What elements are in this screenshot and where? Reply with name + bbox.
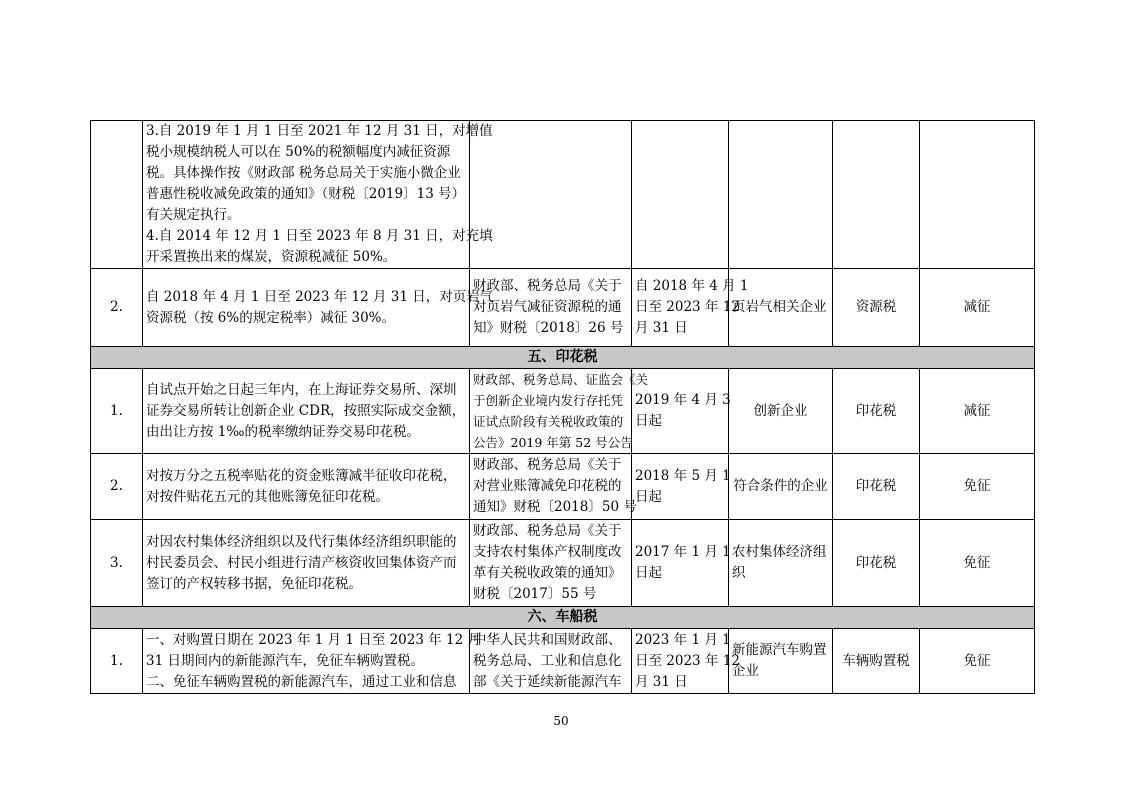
period-cell [632,269,749,347]
period-line: 日起 [635,565,662,581]
policy-content-cell [143,520,470,607]
method-cell: 减征 [920,269,1035,347]
period-cell [632,121,729,269]
basis-cell [470,454,637,520]
basis-line: 对营业账簿减免印花税的 [473,478,622,494]
content-line: 村民委员会、村民小组进行清产核资收回集体资产而 [146,554,457,571]
table-row [91,369,1035,454]
basis-line: 部《关于延续新能源汽车 [473,673,622,690]
section-header-row [91,607,1035,629]
method-cell: 免征 [920,454,1035,520]
basis-line: 通知》财税〔2018〕50 号 [473,499,637,515]
table-row [91,520,1035,607]
basis-line: 税务总局、工业和信息化 [473,652,622,669]
content-line: 一、对购置日期在 2023 年 1 月 1 日至 2023 年 12 月 [146,631,481,648]
content-line: 自 2018 年 4 月 1 日至 2023 年 12 月 31 日，对页岩气 [146,288,494,305]
target-line: 企业 [732,663,759,679]
basis-line: 革有关税收政策的通知》 [473,565,622,581]
target-line: 农村集体经济组 [732,544,827,560]
method-cell: 减征 [920,369,1035,454]
period-line: 自 2018 年 4 月 1 [635,278,749,294]
policy-content-cell [143,454,470,520]
tax-policy-table [90,120,1035,694]
policy-content-cell [143,269,494,347]
tax-type-cell: 印花税 [833,454,920,520]
period-line: 日起 [635,488,662,505]
target-line: 新能源汽车购置 [732,642,827,658]
tax-type-cell: 印花税 [833,369,920,454]
content-line: 对按万分之五税率贴花的资金账簿减半征收印花税， [146,467,457,484]
basis-line: 于创新企业境内发行存托凭 [473,393,624,408]
target-cell [729,629,833,694]
basis-line: 支持农村集体产权制度改 [473,544,622,560]
period-line: 日至 2023 年 12 [635,299,740,315]
policy-content-cell [143,121,493,269]
content-line: 资源税（按 6%的规定税率）减征 30%。 [146,309,396,326]
section-title: 五、印花税 [91,347,1035,369]
content-line: 自试点开始之日起三年内，在上海证券交易所、深圳 [146,381,457,398]
tax-type-cell [833,121,920,269]
period-line: 2018 年 5 月 1 [635,467,731,484]
content-line: 签订的产权转移书据，免征印花税。 [146,575,362,592]
content-line: 税小规模纳税人可以在 50%的税额幅度内减征资源 [146,144,451,160]
target-cell: 创新企业 [729,369,833,454]
content-line: 对按件贴花五元的其他账簿免征印花税。 [146,488,389,505]
content-line: 开采置换出来的煤炭，资源税减征 50%。 [146,249,397,265]
period-line: 2019 年 4 月 3 [635,392,731,408]
tax-type-cell: 印花税 [833,520,920,607]
content-line: 对因农村集体经济组织以及代行集体经济组织职能的 [146,533,457,550]
content-line: 由出让方按 1‰的税率缴纳证券交易印花税。 [146,423,420,440]
content-line: 4.自 2014 年 12 月 1 日至 2023 年 8 月 31 日，对充填 [146,228,493,244]
target-cell [729,121,833,269]
content-line: 二、免征车辆购置税的新能源汽车，通过工业和信息 [146,673,457,690]
basis-line: 财政部、税务总局、证监会《关 [473,372,649,387]
period-line: 2017 年 1 月 1 [635,544,731,560]
period-cell [632,520,729,607]
section-header-row [91,347,1035,369]
basis-cell [470,520,632,607]
content-line: 31 日期间内的新能源汽车，免征车辆购置税。 [146,652,424,669]
section-title: 六、车船税 [91,607,1035,629]
target-line: 织 [732,565,746,581]
target-cell: 页岩气相关企业 [729,269,833,347]
period-line: 月 31 日 [635,673,688,690]
period-cell [632,629,740,694]
table-row [91,121,1035,269]
content-line: 普惠性税收减免政策的通知》（财税〔2019〕13 号） [146,186,466,202]
target-cell [729,520,833,607]
policy-content-cell [143,369,470,454]
target-cell: 符合条件的企业 [729,454,833,520]
basis-line: 知》财税〔2018〕26 号 [473,320,624,336]
policy-content-cell [143,629,481,694]
period-line: 月 31 日 [635,320,688,336]
basis-cell [470,121,632,269]
method-cell: 免征 [920,629,1035,694]
table-row [91,629,1035,694]
content-line: 有关规定执行。 [146,207,241,223]
page-number: 50 [553,714,569,728]
method-cell: 免征 [920,520,1035,607]
basis-line: 财政部、税务总局《关于 [473,523,622,539]
basis-cell [470,629,632,694]
basis-line: 证试点阶段有关税收政策的 [473,414,624,429]
tax-type-cell: 资源税 [833,269,920,347]
basis-line: 财政部、税务总局《关于 [473,457,622,473]
row-number-cell [91,121,143,269]
row-number-cell: 3. [91,520,143,607]
table-row [91,454,1035,520]
period-line: 日起 [635,413,662,429]
content-line: 证券交易所转让创新企业 CDR，按照实际成交金额， [146,402,466,419]
period-line: 2023 年 1 月 1 [635,631,731,648]
method-cell [920,121,1035,269]
basis-line: 财政部、税务总局《关于 [473,278,622,294]
basis-line: 公告》2019 年第 52 号公告 [473,435,633,450]
row-number-cell: 1. [91,369,143,454]
row-number-cell: 2. [91,454,143,520]
table-row [91,269,1035,347]
content-line: 3.自 2019 年 1 月 1 日至 2021 年 12 月 31 日，对增值 [146,123,493,139]
content-line: 税。具体操作按《财政部 税务总局关于实施小微企业 [146,165,461,181]
period-cell [632,454,729,520]
basis-line: 对页岩气减征资源税的通 [473,299,622,315]
row-number-cell: 1. [91,629,143,694]
basis-cell [470,269,632,347]
period-line: 日至 2023 年 12 [635,652,740,669]
row-number-cell: 2. [91,269,143,347]
basis-line: 中华人民共和国财政部、 [473,631,622,648]
basis-line: 财税〔2017〕55 号 [473,586,597,602]
tax-type-cell: 车辆购置税 [833,629,920,694]
